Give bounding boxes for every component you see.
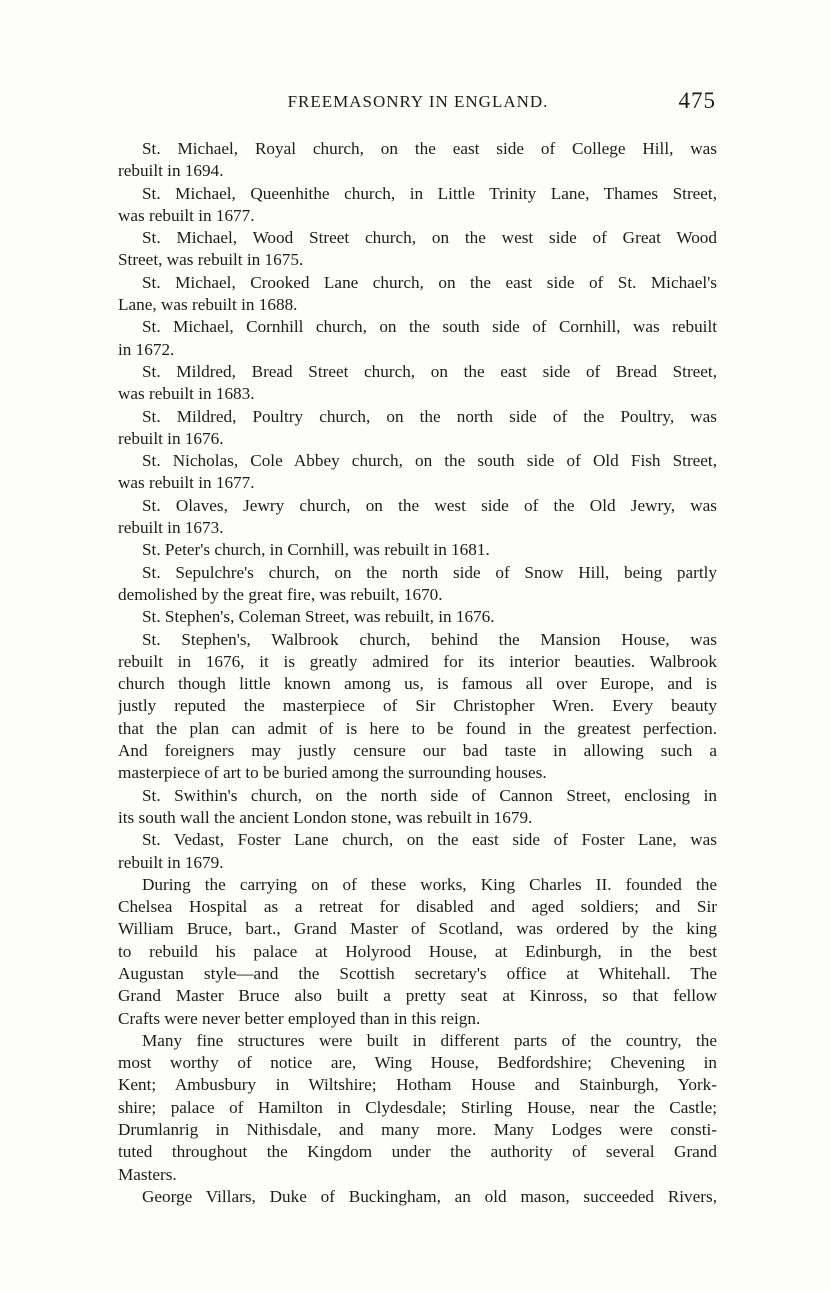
- text-line: in 1672.: [118, 339, 175, 359]
- text-line: Augustan style—and the Scottish secretary's office at Whitehall. The: [118, 963, 717, 983]
- text-line: St. Mildred, Bread Street church, on the east side of Bread Street,: [142, 361, 717, 381]
- running-title: FREEMASONRY IN ENGLAND.: [287, 92, 549, 111]
- text-line: And foreigners may justly censure our bad taste in allowing such a: [118, 741, 717, 761]
- text-line: rebuilt in 1676.: [118, 428, 224, 448]
- text-line: to rebuild his palace at Holyrood House, at Edinburgh, in the best: [118, 941, 717, 961]
- text-line: rebuilt in 1679.: [118, 852, 224, 872]
- text-line: church though little known among us, is famous all over Europe, and is: [118, 674, 717, 694]
- text-line: St. Olaves, Jewry church, on the west side of the Old Jewry, was: [142, 495, 717, 515]
- text-line: St. Michael, Queenhithe church, in Little Trinity Lane, Thames Street,: [142, 183, 717, 203]
- text-line: rebuilt in 1676, it is greatly admired for its interior beauties. Walbrook: [118, 651, 717, 671]
- text-line: Crafts were never better employed than in this reign.: [118, 1008, 481, 1028]
- body-text: [118, 138, 717, 1208]
- text-line: St. Peter's church, in Cornhill, was rebuilt in 1681.: [142, 540, 490, 560]
- text-line: masterpiece of art to be buried among the surrounding houses.: [118, 763, 547, 783]
- text-line: Chelsea Hospital as a retreat for disabled and aged soldiers; and Sir: [118, 897, 717, 917]
- text-line: Kent; Ambusbury in Wiltshire; Hotham House and Stainburgh, York-: [118, 1075, 717, 1095]
- text-line: justly reputed the masterpiece of Sir Christopher Wren. Every beauty: [118, 696, 717, 716]
- text-line: Drumlanrig in Nithisdale, and many more. Many Lodges were consti-: [118, 1120, 717, 1140]
- text-line: St. Michael, Wood Street church, on the west side of Great Wood: [142, 228, 717, 248]
- text-line: St. Michael, Crooked Lane church, on the east side of St. Michael's: [142, 272, 717, 292]
- text-line: Masters.: [118, 1164, 177, 1184]
- text-line: that the plan can admit of is here to be found in the greatest perfection.: [118, 718, 717, 738]
- text-line: St. Sepulchre's church, on the north side of Snow Hill, being partly: [142, 562, 717, 582]
- text-line: tuted throughout the Kingdom under the authority of several Grand: [118, 1142, 717, 1162]
- text-line: Grand Master Bruce also built a pretty seat at Kinross, so that fellow: [118, 986, 717, 1006]
- text-line: St. Vedast, Foster Lane church, on the east side of Foster Lane, was: [142, 830, 717, 850]
- text-line: During the carrying on of these works, King Charles II. founded the: [142, 874, 717, 894]
- page-number: 475: [678, 88, 716, 113]
- running-head: [118, 88, 718, 120]
- text-line: demolished by the great fire, was rebuilt, 1670.: [118, 584, 443, 604]
- text-line: St. Michael, Royal church, on the east side of College Hill, was: [142, 139, 717, 158]
- text-line: St. Stephen's, Coleman Street, was rebuilt, in 1676.: [142, 607, 495, 627]
- text-line: St. Swithin's church, on the north side of Cannon Street, enclosing in: [142, 785, 717, 805]
- text-line: was rebuilt in 1677.: [118, 205, 255, 225]
- text-line: Many fine structures were built in different parts of the country, the: [142, 1030, 717, 1050]
- text-line: most worthy of notice are, Wing House, Bedfordshire; Chevening in: [118, 1053, 717, 1073]
- text-line: St. Nicholas, Cole Abbey church, on the south side of Old Fish Street,: [142, 451, 717, 471]
- text-line: was rebuilt in 1683.: [118, 384, 255, 404]
- text-line: St. Michael, Cornhill church, on the south side of Cornhill, was rebuilt: [142, 317, 717, 337]
- text-line: St. Mildred, Poultry church, on the north side of the Poultry, was: [142, 406, 717, 426]
- text-line: Street, was rebuilt in 1675.: [118, 250, 304, 270]
- text-line: Lane, was rebuilt in 1688.: [118, 295, 298, 315]
- text-line: rebuilt in 1673.: [118, 518, 224, 538]
- text-line: St. Stephen's, Walbrook church, behind the Mansion House, was: [142, 629, 717, 649]
- text-line: its south wall the ancient London stone, was rebuilt in 1679.: [118, 807, 533, 827]
- text-line: William Bruce, bart., Grand Master of Scotland, was ordered by the king: [118, 919, 717, 939]
- text-line: was rebuilt in 1677.: [118, 473, 255, 493]
- text-line: rebuilt in 1694.: [118, 161, 224, 181]
- text-line: shire; palace of Hamilton in Clydesdale; Stirling House, near the Castle;: [118, 1097, 717, 1117]
- text-line: George Villars, Duke of Buckingham, an old mason, succeeded Rivers,: [142, 1186, 717, 1206]
